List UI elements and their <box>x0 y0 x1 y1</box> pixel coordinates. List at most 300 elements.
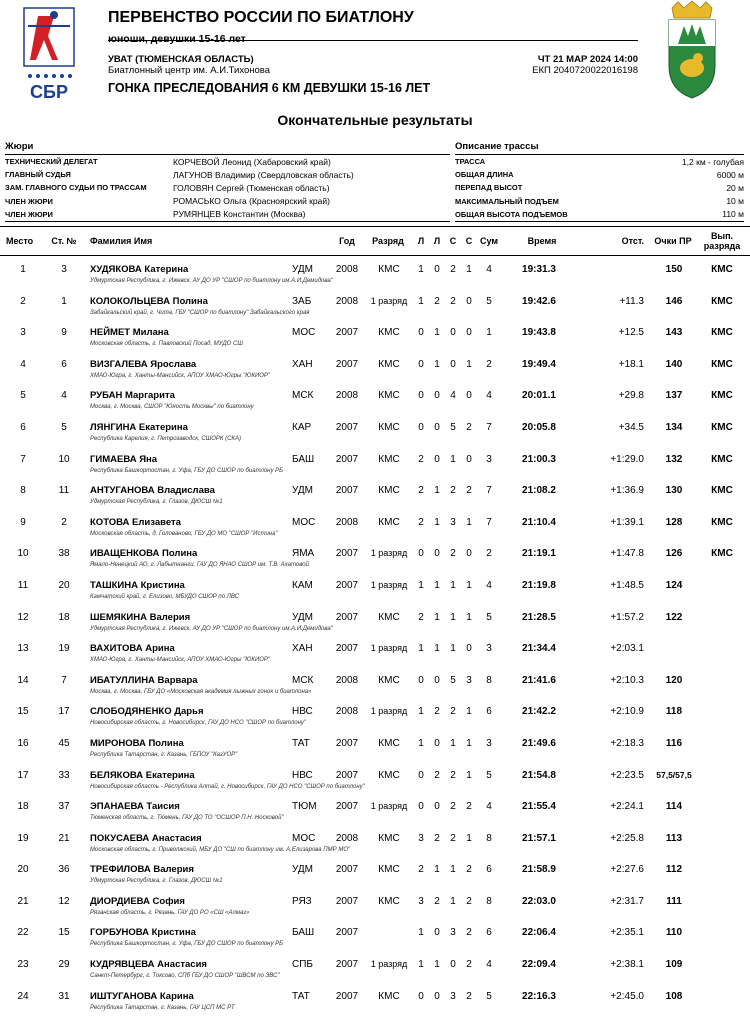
col-achieved: Вып. разряда <box>703 231 741 251</box>
points-cell: 132 <box>665 453 683 465</box>
year-cell: 2007 <box>335 579 359 591</box>
table-row <box>0 542 750 574</box>
table-row <box>0 953 750 985</box>
shoot-2-cell: 1 <box>434 327 440 339</box>
year-cell: 2008 <box>335 390 359 402</box>
results-header <box>0 226 750 256</box>
sum-cell: 6 <box>486 864 492 876</box>
shoot-1-cell: 3 <box>418 895 424 907</box>
bib-cell: 11 <box>58 485 70 497</box>
track-value: 6000 м <box>716 169 744 180</box>
jury-member-name: ЛАГУНОВ Владимир (Свердловская область) <box>173 169 354 180</box>
behind-cell: +2:38.1 <box>610 959 644 971</box>
behind-cell: +18.1 <box>618 358 644 370</box>
place-cell: 16 <box>17 737 29 749</box>
year-cell: 2007 <box>335 895 359 907</box>
shoot-2-cell: 0 <box>434 421 440 433</box>
col-shoot-4: С <box>465 236 473 246</box>
table-row <box>0 921 750 953</box>
points-cell: 116 <box>665 737 683 749</box>
achieved-cell: КМС <box>711 327 733 339</box>
shoot-4-cell: 2 <box>466 864 472 876</box>
place-cell: 8 <box>20 485 26 497</box>
jury-table <box>5 154 450 222</box>
place-cell: 19 <box>17 832 29 844</box>
achieved-cell: КМС <box>711 390 733 402</box>
table-row <box>0 574 750 606</box>
shoot-3-cell: 3 <box>450 516 456 528</box>
bib-cell: 4 <box>61 390 67 402</box>
place-cell: 20 <box>17 864 29 876</box>
club-info: Республика Татарстан, г. Казань, ГАУ ЦСП МС РТ <box>90 1004 235 1011</box>
event-date: ЧТ 21 МАР 2024 14:00 <box>537 54 638 65</box>
jury-row <box>5 168 450 181</box>
club-info: Камчатский край, г. Елизово, МБУДО СШОР по ЛВС <box>90 593 240 600</box>
track-value: 110 м <box>722 209 744 220</box>
shoot-4-cell: 1 <box>466 737 472 749</box>
athlete-name: ИБАТУЛЛИНА Варвара <box>90 674 198 686</box>
bib-cell: 18 <box>58 611 70 623</box>
club-info: Удмуртская Республика, г. Глазов, ДЮСШ №1 <box>90 499 223 506</box>
club-info: Тюменская область, г. Тюмень, ГАУ ДО ТО "ОСШОР П.Н. Носковой" <box>90 815 284 822</box>
team-cell: УДМ <box>292 264 314 275</box>
shoot-2-cell: 1 <box>434 959 440 971</box>
rank-cell: КМС <box>378 264 400 275</box>
col-behind: Отст. <box>621 236 644 246</box>
athlete-name: НЕЙМЕТ Милана <box>90 327 169 339</box>
rank-cell: КМС <box>378 769 400 781</box>
shoot-3-cell: 2 <box>450 706 456 718</box>
sum-cell: 5 <box>486 990 492 1002</box>
sum-cell: 2 <box>486 548 492 560</box>
points-cell: 108 <box>665 990 683 1002</box>
shoot-2-cell: 1 <box>434 579 440 591</box>
team-cell: УДМ <box>292 611 314 623</box>
place-cell: 3 <box>20 327 26 339</box>
track-row <box>455 181 744 194</box>
shoot-4-cell: 2 <box>466 801 472 813</box>
place-cell: 10 <box>17 548 29 560</box>
shoot-3-cell: 2 <box>450 485 456 497</box>
team-cell: СПБ <box>292 959 313 971</box>
shoot-2-cell: 1 <box>434 485 440 497</box>
points-cell: 140 <box>665 358 683 370</box>
shoot-4-cell: 1 <box>466 706 472 718</box>
rank-cell: КМС <box>378 358 400 370</box>
behind-cell: +1:57.2 <box>610 611 644 623</box>
points-cell: 110 <box>665 927 683 939</box>
athlete-name: КОТОВА Елизавета <box>90 516 181 528</box>
table-row <box>0 384 750 416</box>
sum-cell: 4 <box>486 390 492 402</box>
team-cell: ТАТ <box>292 990 310 1002</box>
team-cell: ХАН <box>292 358 313 370</box>
rank-cell: 1 разряд <box>370 959 408 970</box>
sum-cell: 8 <box>486 674 492 686</box>
shoot-2-cell: 0 <box>434 990 440 1002</box>
club-info: Республика Башкортостан, г. Уфа, ГБУ ДО СШОР по биатлону РБ <box>90 941 284 948</box>
shoot-3-cell: 2 <box>450 769 456 781</box>
sum-cell: 3 <box>486 453 492 465</box>
behind-cell: +1:48.5 <box>610 579 644 591</box>
behind-cell: +2:03.1 <box>610 643 644 655</box>
athlete-name: ЭПАНАЕВА Таисия <box>90 801 180 813</box>
shoot-4-cell: 0 <box>466 548 472 560</box>
behind-cell: +29.8 <box>618 390 644 402</box>
col-year: Год <box>339 236 355 246</box>
team-cell: ХАН <box>292 643 313 655</box>
rank-cell: КМС <box>378 864 400 876</box>
points-cell: 126 <box>665 548 683 560</box>
place-cell: 6 <box>20 421 26 433</box>
bib-cell: 19 <box>58 643 70 655</box>
bib-cell: 37 <box>58 801 70 813</box>
behind-cell: +2:25.8 <box>610 832 644 844</box>
shoot-4-cell: 1 <box>466 579 472 591</box>
shoot-1-cell: 2 <box>418 453 424 465</box>
behind-cell: +2:45.0 <box>610 990 644 1002</box>
track-row <box>455 155 744 168</box>
event-location: УВАТ (ТЮМЕНСКАЯ ОБЛАСТЬ) <box>108 54 254 65</box>
time-cell: 21:58.9 <box>522 864 556 876</box>
shoot-3-cell: 1 <box>450 453 456 465</box>
sum-cell: 3 <box>486 737 492 749</box>
behind-cell: +2:10.9 <box>610 706 644 718</box>
sum-cell: 1 <box>486 327 492 339</box>
rank-cell: КМС <box>378 327 400 339</box>
time-cell: 21:00.3 <box>522 453 556 465</box>
shoot-4-cell: 2 <box>466 959 472 971</box>
year-cell: 2007 <box>335 643 359 655</box>
points-cell: 128 <box>665 516 683 528</box>
table-row <box>0 479 750 511</box>
year-cell: 2008 <box>335 264 359 275</box>
place-cell: 14 <box>17 674 29 686</box>
club-info: Рязанская область, г. Рязань, ГАУ ДО РО «СШ «Алмаз» <box>90 909 250 916</box>
shoot-3-cell: 1 <box>450 611 456 623</box>
behind-cell: +1:47.8 <box>610 548 644 560</box>
behind-cell: +1:36.9 <box>610 485 644 497</box>
shoot-1-cell: 0 <box>418 801 424 813</box>
place-cell: 5 <box>20 390 26 402</box>
points-cell: 118 <box>665 706 683 718</box>
club-info: Удмуртская Республика, г. Ижевск, АУ ДО УР "СШОР по биатлону им.А.И.Демидова" <box>90 625 333 632</box>
bib-cell: 17 <box>58 706 70 718</box>
table-row <box>0 700 750 732</box>
shoot-3-cell: 3 <box>450 990 456 1002</box>
team-cell: ЗАБ <box>292 295 312 307</box>
time-cell: 19:42.6 <box>522 295 556 307</box>
time-cell: 22:09.4 <box>522 959 556 971</box>
shoot-1-cell: 0 <box>418 390 424 402</box>
shoot-4-cell: 1 <box>466 358 472 370</box>
place-cell: 23 <box>17 959 29 971</box>
club-info: Республика Татарстан, г. Казань, ГБПОУ "КазУОР" <box>90 751 238 758</box>
points-cell: 134 <box>665 421 683 433</box>
place-cell: 21 <box>17 895 29 907</box>
club-info: Москва, г. Москва, ГБУ ДО «Московская академия лыжных гонок и биатлона» <box>90 688 312 695</box>
shoot-2-cell: 1 <box>434 516 440 528</box>
time-cell: 21:28.5 <box>522 611 556 623</box>
bib-cell: 9 <box>61 327 67 339</box>
year-cell: 2007 <box>335 548 359 560</box>
place-cell: 11 <box>17 579 29 591</box>
results-list <box>0 258 750 1016</box>
sum-cell: 8 <box>486 832 492 844</box>
rank-cell: 1 разряд <box>370 706 408 717</box>
athlete-name: БЕЛЯКОВА Екатерина <box>90 769 195 781</box>
sum-cell: 6 <box>486 706 492 718</box>
col-shoot-1: Л <box>417 236 425 246</box>
jury-role: ЧЛЕН ЖЮРИ <box>5 196 53 206</box>
shoot-1-cell: 2 <box>418 864 424 876</box>
athlete-name: КОЛОКОЛЬЦЕВА Полина <box>90 295 208 307</box>
points-cell: 146 <box>665 295 683 307</box>
bib-cell: 12 <box>58 895 70 907</box>
shoot-3-cell: 1 <box>450 895 456 907</box>
time-cell: 21:57.1 <box>522 832 556 844</box>
shoot-3-cell: 1 <box>450 643 456 655</box>
shoot-2-cell: 1 <box>434 611 440 623</box>
time-cell: 19:49.4 <box>522 358 556 370</box>
year-cell: 2008 <box>335 516 359 528</box>
bib-cell: 20 <box>58 579 70 591</box>
place-cell: 13 <box>17 643 29 655</box>
shoot-3-cell: 0 <box>450 959 456 971</box>
shoot-3-cell: 5 <box>450 421 456 433</box>
sum-cell: 6 <box>486 927 492 939</box>
time-cell: 21:54.8 <box>522 769 556 781</box>
shoot-4-cell: 2 <box>466 485 472 497</box>
rank-cell: КМС <box>378 737 400 749</box>
points-cell: 137 <box>665 390 683 402</box>
year-cell: 2007 <box>335 358 359 370</box>
shoot-2-cell: 0 <box>434 801 440 813</box>
bib-cell: 21 <box>58 832 70 844</box>
bib-cell: 33 <box>58 769 70 781</box>
shoot-2-cell: 2 <box>434 706 440 718</box>
sum-cell: 7 <box>486 485 492 497</box>
rank-cell: КМС <box>378 611 400 623</box>
shoot-1-cell: 3 <box>418 832 424 844</box>
time-cell: 21:34.4 <box>522 643 556 655</box>
athlete-name: ШЕМЯКИНА Валерия <box>90 611 191 623</box>
bib-cell: 38 <box>58 548 70 560</box>
jury-member-name: КОРЧЕВОЙ Леонид (Хабаровский край) <box>173 156 331 167</box>
table-row <box>0 732 750 764</box>
shoot-3-cell: 0 <box>450 327 456 339</box>
shoot-2-cell: 2 <box>434 895 440 907</box>
bib-cell: 15 <box>58 927 70 939</box>
shoot-2-cell: 0 <box>434 390 440 402</box>
sum-cell: 3 <box>486 643 492 655</box>
col-time: Время <box>527 236 557 246</box>
table-row <box>0 511 750 543</box>
points-cell: 113 <box>665 832 683 844</box>
time-cell: 21:19.1 <box>522 548 556 560</box>
jury-role: ГЛАВНЫЙ СУДЬЯ <box>5 170 71 180</box>
shoot-3-cell: 1 <box>450 864 456 876</box>
rank-cell: КМС <box>378 990 400 1002</box>
athlete-name: ВАХИТОВА Арина <box>90 643 175 655</box>
shoot-1-cell: 1 <box>418 927 424 939</box>
year-cell: 2007 <box>335 421 359 433</box>
shoot-1-cell: 0 <box>418 769 424 781</box>
team-cell: ТЮМ <box>292 801 317 813</box>
jury-row <box>5 208 450 221</box>
club-info: Удмуртская Республика, г. Ижевск, АУ ДО УР "СШОР по биатлону им.А.И.Демидова" <box>90 278 333 284</box>
team-cell: МСК <box>292 390 314 402</box>
sum-cell: 5 <box>486 611 492 623</box>
jury-row <box>5 181 450 194</box>
year-cell: 2007 <box>335 453 359 465</box>
rank-cell: КМС <box>378 421 400 433</box>
shoot-4-cell: 3 <box>466 674 472 686</box>
club-info: Республика Карелия, г. Петрозаводск, СШОРК (СКА) <box>90 435 241 442</box>
shoot-4-cell: 2 <box>466 895 472 907</box>
club-info: ХМАО-Югра, г. Ханты-Мансийск, АПОУ ХМАО-Югры "ЮКИОР" <box>90 657 271 664</box>
shoot-4-cell: 0 <box>466 453 472 465</box>
sbr-logo-text: СБР <box>30 82 68 102</box>
year-cell: 2007 <box>335 864 359 876</box>
athlete-name: МИРОНОВА Полина <box>90 737 184 749</box>
table-row <box>0 764 750 796</box>
athlete-name: КУДРЯВЦЕВА Анастасия <box>90 959 207 971</box>
table-row <box>0 827 750 859</box>
place-cell: 24 <box>17 990 29 1002</box>
year-cell: 2007 <box>335 737 359 749</box>
col-rank: Разряд <box>372 236 404 246</box>
team-cell: БАШ <box>292 453 315 465</box>
shoot-4-cell: 0 <box>466 295 472 307</box>
rank-cell: 1 разряд <box>370 801 408 812</box>
athlete-name: СЛОБОДЯНЕНКО Дарья <box>90 706 204 718</box>
athlete-name: ТАШКИНА Кристина <box>90 579 185 591</box>
col-points: Очки ПР <box>654 236 692 246</box>
year-cell: 2008 <box>335 674 359 686</box>
points-cell: 122 <box>665 611 683 623</box>
achieved-cell: КМС <box>711 485 733 497</box>
place-cell: 2 <box>20 295 26 307</box>
place-cell: 15 <box>17 706 29 718</box>
shoot-2-cell: 2 <box>434 295 440 307</box>
shoot-1-cell: 2 <box>418 485 424 497</box>
sum-cell: 7 <box>486 421 492 433</box>
shoot-3-cell: 0 <box>450 358 456 370</box>
track-row <box>455 195 744 208</box>
shoot-2-cell: 0 <box>434 453 440 465</box>
athlete-name: ДИОРДИЕВА София <box>90 895 185 907</box>
club-info: Московская область, г. Приволжский, МБУ ДО "СШ по биатлону им. А.Елизарова ПМР МО" <box>90 846 351 853</box>
time-cell: 21:42.2 <box>522 706 556 718</box>
bib-cell: 1 <box>61 295 67 307</box>
time-cell: 20:05.8 <box>522 421 556 433</box>
col-place: Место <box>6 236 34 246</box>
shoot-3-cell: 3 <box>450 927 456 939</box>
place-cell: 9 <box>20 516 26 528</box>
shoot-1-cell: 0 <box>418 674 424 686</box>
behind-cell: +2:27.6 <box>610 864 644 876</box>
jury-row <box>5 155 450 168</box>
rank-cell: 1 разряд <box>370 643 408 654</box>
year-cell: 2008 <box>335 832 359 844</box>
rank-cell: КМС <box>378 832 400 844</box>
year-cell: 2008 <box>335 295 359 307</box>
sbr-logo <box>14 6 84 106</box>
bib-cell: 31 <box>58 990 70 1002</box>
club-info: Москва, г. Москва, СШОР "Юность Москвы" по биатлону <box>90 404 254 411</box>
bib-cell: 10 <box>58 453 70 465</box>
jury-role: ЗАМ. ГЛАВНОГО СУДЬИ ПО ТРАССАМ <box>5 183 147 193</box>
time-cell: 19:31.3 <box>522 264 556 275</box>
achieved-cell: КМС <box>711 421 733 433</box>
shoot-3-cell: 2 <box>450 801 456 813</box>
shoot-1-cell: 1 <box>418 959 424 971</box>
year-cell: 2007 <box>335 927 359 939</box>
place-cell: 17 <box>17 769 29 781</box>
year-cell: 2007 <box>335 485 359 497</box>
place-cell: 12 <box>17 611 29 623</box>
shoot-3-cell: 2 <box>450 264 456 275</box>
behind-cell: +2:35.1 <box>610 927 644 939</box>
table-row <box>0 637 750 669</box>
team-cell: КАР <box>292 421 312 433</box>
place-cell: 22 <box>17 927 29 939</box>
rank-cell: 1 разряд <box>370 295 408 306</box>
time-cell: 21:19.8 <box>522 579 556 591</box>
club-info: Удмуртская Республика, г. Глазов, ДЮСШ №1 <box>90 878 223 885</box>
behind-cell: +2:23.5 <box>610 769 644 781</box>
year-cell: 2007 <box>335 327 359 339</box>
jury-heading: Жюри <box>5 141 34 152</box>
race-title: ГОНКА ПРЕСЛЕДОВАНИЯ 6 КМ ДЕВУШКИ 15-16 ЛЕТ <box>108 81 431 95</box>
athlete-name: ЛЯНГИНА Екатерина <box>90 421 188 433</box>
table-row <box>0 890 750 922</box>
bib-cell: 7 <box>61 674 67 686</box>
shoot-3-cell: 4 <box>450 390 456 402</box>
achieved-cell: КМС <box>711 295 733 307</box>
track-value: 1,2 км - голубая <box>681 156 744 167</box>
points-cell: 143 <box>665 327 683 339</box>
table-row <box>0 606 750 638</box>
col-shoot-2: Л <box>433 236 441 246</box>
table-row <box>0 669 750 701</box>
time-cell: 19:43.8 <box>522 327 556 339</box>
points-cell: 150 <box>665 264 683 275</box>
year-cell: 2007 <box>335 959 359 971</box>
sum-cell: 4 <box>486 264 492 275</box>
points-cell: 120 <box>665 674 683 686</box>
jury-role: ЧЛЕН ЖЮРИ <box>5 209 53 219</box>
athlete-name: ИВАЩЕНКОВА Полина <box>90 548 198 560</box>
time-cell: 21:08.2 <box>522 485 556 497</box>
team-cell: БАШ <box>292 927 315 939</box>
team-cell: НВС <box>292 706 313 718</box>
rank-cell: КМС <box>378 895 400 907</box>
athlete-name: РУБАН Маргарита <box>90 390 175 402</box>
team-cell: ТАТ <box>292 737 310 749</box>
time-cell: 22:03.0 <box>522 895 556 907</box>
shoot-4-cell: 1 <box>466 611 472 623</box>
jury-member-name: РОМАСЬКО Ольга (Красноярский край) <box>173 196 330 207</box>
shoot-1-cell: 1 <box>418 295 424 307</box>
behind-cell: +2:18.3 <box>610 737 644 749</box>
shoot-3-cell: 5 <box>450 674 456 686</box>
bib-cell: 6 <box>61 358 67 370</box>
table-row <box>0 321 750 353</box>
shoot-1-cell: 2 <box>418 611 424 623</box>
time-cell: 21:10.4 <box>522 516 556 528</box>
